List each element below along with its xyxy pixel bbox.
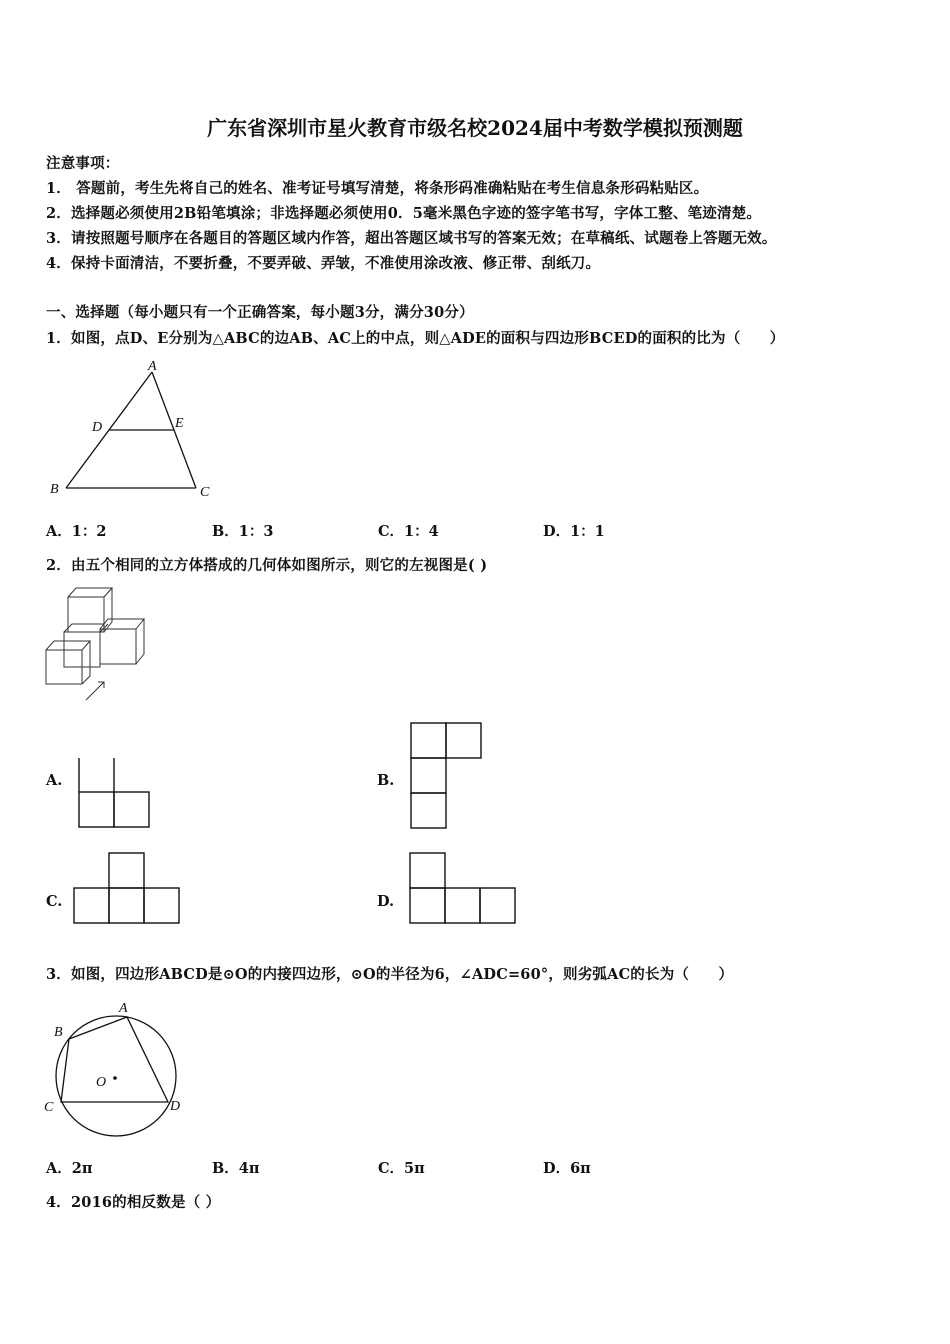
page-title: 广东省深圳市星火教育市级名校2024届中考数学模拟预测题 bbox=[207, 116, 743, 140]
q2-option-b-figure[interactable] bbox=[409, 721, 485, 831]
notice-item-2: 2．选择题必须使用2B铅笔填涂；非选择题必须使用0．5毫米黑色字迹的签字笔书写，字体工整、笔迹清楚。 bbox=[46, 205, 762, 222]
label-b: B bbox=[50, 482, 59, 497]
q2-option-d[interactable]: D. bbox=[377, 893, 395, 910]
center-point bbox=[113, 1076, 117, 1080]
label-c: C bbox=[200, 485, 210, 500]
label-c: C bbox=[44, 1100, 54, 1115]
label-a: A bbox=[148, 359, 157, 374]
label-d: D bbox=[170, 1099, 181, 1114]
label-a: A bbox=[119, 1001, 128, 1016]
label-e: E bbox=[175, 416, 184, 431]
notice-heading: 注意事项： bbox=[46, 155, 120, 172]
q1-triangle-figure bbox=[44, 358, 224, 506]
q2-option-a-figure[interactable] bbox=[77, 756, 153, 830]
q1-option-b[interactable]: B．1：3 bbox=[212, 523, 274, 540]
q2-option-c[interactable]: C. bbox=[46, 893, 63, 910]
q4-stem: 4．2016的相反数是（ ） bbox=[46, 1194, 221, 1211]
q2-option-a[interactable]: A. bbox=[46, 772, 63, 789]
q3-circle-figure bbox=[40, 994, 190, 1142]
label-b: B bbox=[54, 1025, 63, 1040]
q1-stem: 1．如图，点D、E分别为△ABC的边AB、AC上的中点，则△ADE的面积与四边形BCED的面积的比为（ ） bbox=[46, 330, 785, 347]
q3-option-c[interactable]: C．5π bbox=[378, 1160, 425, 1177]
q2-stem: 2．由五个相同的立方体搭成的几何体如图所示，则它的左视图是( ) bbox=[46, 557, 488, 574]
q2-option-c-figure[interactable] bbox=[72, 851, 184, 927]
q3-option-d[interactable]: D．6π bbox=[543, 1160, 591, 1177]
label-d: D bbox=[92, 420, 103, 435]
q1-option-d[interactable]: D．1：1 bbox=[543, 523, 605, 540]
q2-cubes-figure bbox=[40, 582, 155, 707]
notice-item-1: 1． 答题前，考生先将自己的姓名、准考证号填写清楚，将条形码准确粘贴在考生信息条形码粘贴区。 bbox=[46, 180, 709, 197]
q3-stem: 3．如图，四边形ABCD是⊙O的内接四边形，⊙O的半径为6，∠ADC=60°，则劣弧AC的长为（ ） bbox=[46, 966, 734, 983]
notice-item-3: 3．请按照题号顺序在各题目的答题区域内作答，超出答题区域书写的答案无效；在草稿纸、试题卷上答题无效。 bbox=[46, 230, 777, 247]
notice-item-4: 4．保持卡面清洁，不要折叠，不要弄破、弄皱，不准使用涂改液、修正带、刮纸刀。 bbox=[46, 255, 601, 272]
q3-option-b[interactable]: B．4π bbox=[212, 1160, 260, 1177]
circle-o bbox=[56, 1016, 176, 1136]
q1-option-c[interactable]: C．1：4 bbox=[378, 523, 439, 540]
q2-option-b[interactable]: B. bbox=[377, 772, 395, 789]
label-o: O bbox=[96, 1075, 107, 1090]
q3-option-a[interactable]: A．2π bbox=[46, 1160, 93, 1177]
section-heading: 一、选择题（每小题只有一个正确答案，每小题3分，满分30分） bbox=[46, 304, 474, 321]
q1-option-a[interactable]: A．1：2 bbox=[46, 523, 107, 540]
q2-option-d-figure[interactable] bbox=[408, 851, 520, 927]
